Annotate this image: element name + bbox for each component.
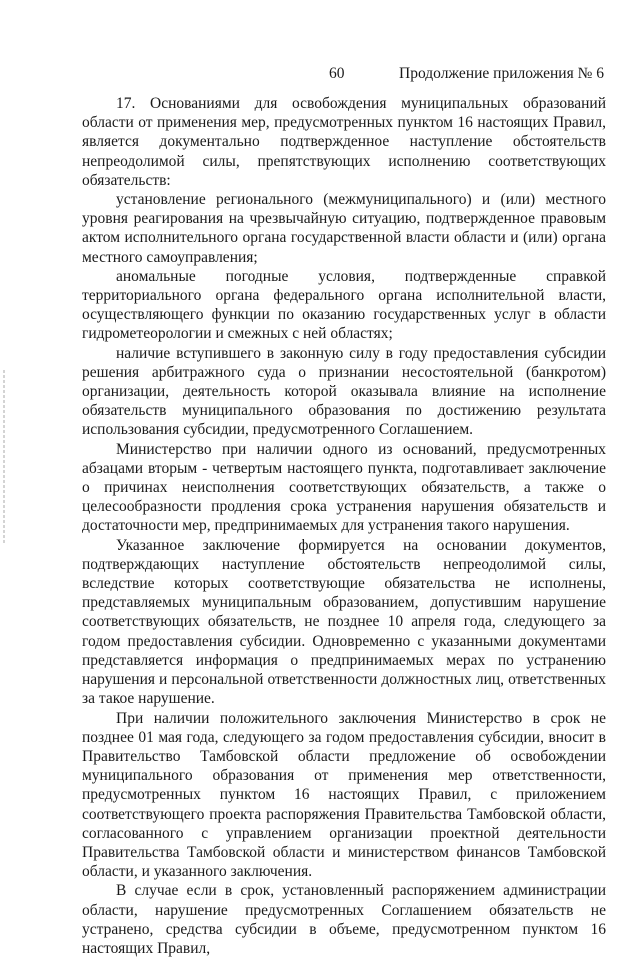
paragraph: аномальные погодные условия, подтвержденные справкой территориального органа федерального органа исполнительной власти, осуществляющего функции по оказанию государственных услуг в области гидрометеорологии и смежных с ней областях; <box>82 267 606 343</box>
paragraph: При наличии положительного заключения Министерство в срок не позднее 01 мая года, следующего за годом предоставления субсидии, вносит в Правительство Тамбовской области предложение об освобождении муниципального образования от применения мер ответственности, предусмотренных пунктом 16 настоящих Правил, с приложением соответствующего проекта распоряжения Правительства Тамбовской области, согласованного с управлением организации проектной деятельности Правительства Тамбовской области и министерством финансов Тамбовской области, и указанного заключения. <box>82 709 606 881</box>
document-page <box>82 62 606 958</box>
paragraph: установление регионального (межмуниципального) и (или) местного уровня реагирования на чрезвычайную ситуацию, подтвержденное правовым актом исполнительного органа государственной власти области и (или) органа местного самоуправления; <box>82 191 606 266</box>
paragraph: Указанное заключение формируется на основании документов, подтверждающих наступление обстоятельств непреодолимой силы, вследствие которых соответствующие обязательства не исполнены, представляемых муниципальным образованием, допустившим нарушение соответствующих обязательств, не позднее 10 апреля года, следующего за годом предоставления субсидии. Одновременно с указанными документами представляется информация о предпринимаемых мерах по устранению нарушения и персональной ответственности должностных лиц, ответственных за такое нарушение. <box>82 536 606 708</box>
page-header <box>82 62 606 86</box>
scan-margin-mark <box>3 370 5 545</box>
paragraph: В случае если в срок, установленный распоряжением администрации области, нарушение предусмотренных Соглашением обязательств не устранено, средства субсидии в объеме, предусмотренном пунктом 16 настоящих Правил, <box>82 882 606 957</box>
page-number: 60 <box>329 65 345 82</box>
paragraph: Министерство при наличии одного из оснований, предусмотренных абзацами вторым - четвертым настоящего пункта, подготавливает заключение о причинах неисполнения соответствующих обязательств, а также о целесообразности продления срока устранения нарушения обязательств и достаточности мер, предпринимаемых для устранения такого нарушения. <box>82 440 606 535</box>
paragraph: наличие вступившего в законную силу в году предоставления субсидии решения арбитражного суда о признании несостоятельной (банкротом) организации, деятельность которой оказывала влияние на исполнение обязательств муниципального образования по достижению результата использования субсидии, предусмотренного Соглашением. <box>82 344 606 439</box>
document-body <box>82 94 606 958</box>
appendix-continuation-label: Продолжение приложения № 6 <box>399 65 604 82</box>
paragraph: 17. Основаниями для освобождения муниципальных образований области от применения мер, предусмотренных пунктом 16 настоящих Правил, является документально подтвержденное наступление обстоятельств непреодолимой силы, препятствующих исполнению соответствующих обязательств: <box>82 95 606 189</box>
